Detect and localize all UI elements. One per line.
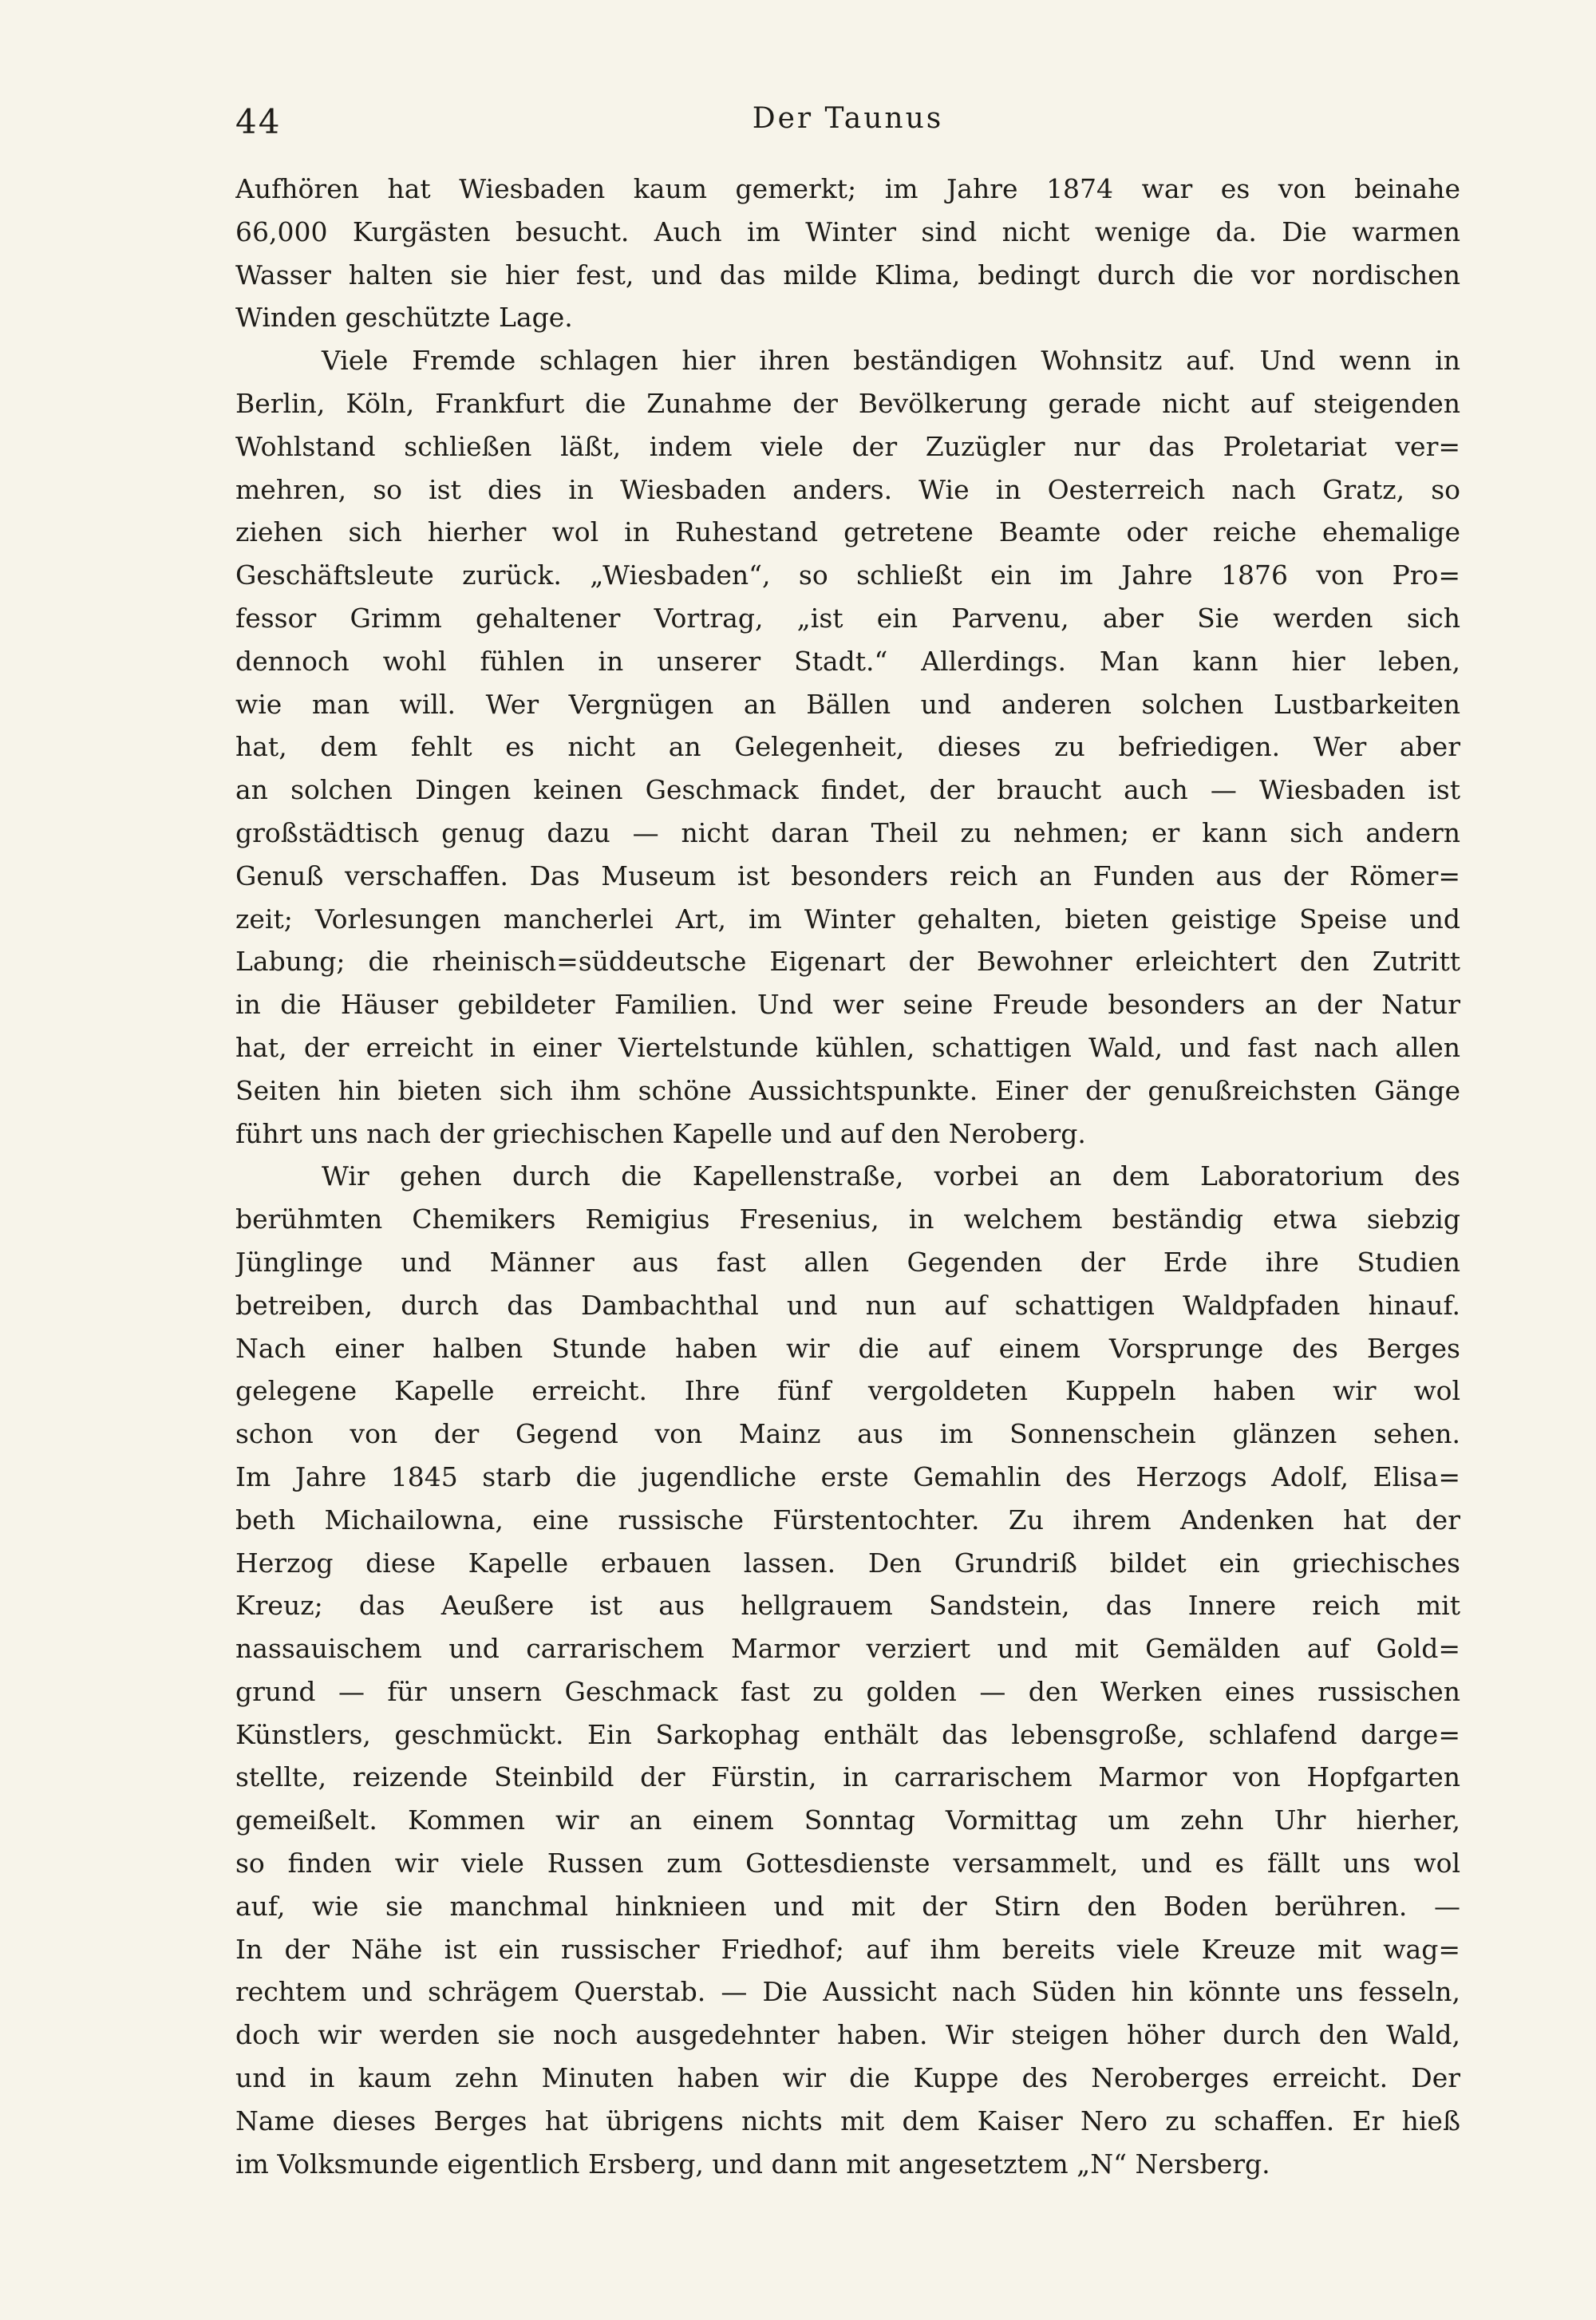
text-line: betreiben, durch das Dambachthal und nun auf schattigen Waldpfaden hinauf. [235, 1289, 1460, 1321]
body-text [235, 168, 1460, 2185]
text-line: grund — für unsern Geschmack fast zu golden — den Werken eines russischen [235, 1675, 1460, 1707]
text-line: mehren, so ist dies in Wiesbaden anders. Wie in Oesterreich nach Gratz, so [235, 473, 1460, 505]
text-line: zeit; Vorlesungen mancherlei Art, im Winter gehalten, bieten geistige Speise und [235, 903, 1460, 935]
text-line: Aufhören hat Wiesbaden kaum gemerkt; im Jahre 1874 war es von beinahe [235, 173, 1460, 204]
text-line: auf, wie sie manchmal hinknieen und mit der Stirn den Boden berühren. — [235, 1890, 1460, 1922]
text-line: Herzog diese Kapelle erbauen lassen. Den Grundriß bildet ein griechisches [235, 1547, 1460, 1579]
text-line: hat, der erreicht in einer Viertelstunde kühlen, schattigen Wald, und fast nach allen [235, 1031, 1460, 1063]
text-line: nassauischem und carrarischem Marmor verziert und mit Gemälden auf Gold= [235, 1633, 1460, 1665]
text-line: Genuß verschaffen. Das Museum ist besonders reich an Funden aus der Römer= [235, 860, 1460, 891]
text-line: an solchen Dingen keinen Geschmack findet, der braucht auch — Wiesbaden ist [235, 774, 1460, 806]
text-line: Labung; die rheinisch=süddeutsche Eigenart der Bewohner erleichtert den Zutritt [235, 946, 1460, 978]
text-line: doch wir werden sie noch ausgedehnter haben. Wir steigen höher durch den Wald, [235, 2019, 1460, 2051]
text-line: stellte, reizende Steinbild der Fürstin, in carrarischem Marmor von Hopfgarten [235, 1761, 1460, 1793]
text-line: schon von der Gegend von Mainz aus im Sonnenschein glänzen sehen. [235, 1418, 1460, 1450]
text-line: Berlin, Köln, Frankfurt die Zunahme der Bevölkerung gerade nicht auf steigenden [235, 387, 1460, 419]
page-number: 44 [235, 102, 282, 141]
page-header [235, 102, 1460, 150]
text-line: führt uns nach der griechischen Kapelle und auf den Neroberg. [235, 1117, 1086, 1149]
text-line: Nach einer halben Stunde haben wir die auf einem Vorsprunge des Berges [235, 1332, 1460, 1364]
text-line: rechtem und schrägem Querstab. — Die Aussicht nach Süden hin könnte uns fesseln, [235, 1976, 1460, 2008]
text-line: wie man will. Wer Vergnügen an Bällen und anderen solchen Lustbarkeiten [235, 688, 1460, 720]
text-line: Viele Fremde schlagen hier ihren beständigen Wohnsitz auf. Und wenn in [322, 345, 1460, 377]
text-line: Im Jahre 1845 starb die jugendliche erste Gemahlin des Herzogs Adolf, Elisa= [235, 1460, 1460, 1492]
text-line: Geschäftsleute zurück. „Wiesbaden“, so schließt ein im Jahre 1876 von Pro= [235, 559, 1460, 591]
text-line: gelegene Kapelle erreicht. Ihre fünf vergoldeten Kuppeln haben wir wol [235, 1375, 1460, 1407]
text-line: 66,000 Kurgästen besucht. Auch im Winter sind nicht wenige da. Die warmen [235, 215, 1460, 247]
text-line: Seiten hin bieten sich ihm schöne Aussichtspunkte. Einer der genußreichsten Gänge [235, 1074, 1460, 1106]
running-title: Der Taunus [752, 102, 944, 135]
text-line: fessor Grimm gehaltener Vortrag, „ist ein Parvenu, aber Sie werden sich [235, 602, 1460, 634]
text-line: so finden wir viele Russen zum Gottesdienste versammelt, und es fällt uns wol [235, 1848, 1460, 1879]
text-line: Jünglinge und Männer aus fast allen Gegenden der Erde ihre Studien [235, 1246, 1460, 1278]
text-line: und in kaum zehn Minuten haben wir die Kuppe des Neroberges erreicht. Der [235, 2062, 1460, 2094]
text-line: Wohlstand schließen läßt, indem viele der Zuzügler nur das Proletariat ver= [235, 430, 1460, 462]
text-line: großstädtisch genug dazu — nicht daran Theil zu nehmen; er kann sich andern [235, 816, 1460, 848]
text-line: beth Michailowna, eine russische Fürstentochter. Zu ihrem Andenken hat der [235, 1504, 1460, 1535]
text-line: dennoch wohl fühlen in unserer Stadt.“ Allerdings. Man kann hier leben, [235, 645, 1460, 677]
text-line: gemeißelt. Kommen wir an einem Sonntag Vormittag um zehn Uhr hierher, [235, 1804, 1460, 1836]
text-line: in die Häuser gebildeter Familien. Und wer seine Freude besonders an der Natur [235, 989, 1460, 1021]
text-line: berühmten Chemikers Remigius Fresenius, in welchem beständig etwa siebzig [235, 1203, 1460, 1235]
text-line: Kreuz; das Aeußere ist aus hellgrauem Sandstein, das Innere reich mit [235, 1590, 1460, 1622]
text-line: Wir gehen durch die Kapellenstraße, vorbei an dem Laboratorium des [322, 1160, 1460, 1192]
text-line: Künstlers, geschmückt. Ein Sarkophag enthält das lebensgroße, schlafend darge= [235, 1718, 1460, 1750]
text-line: hat, dem fehlt es nicht an Gelegenheit, dieses zu befriedigen. Wer aber [235, 731, 1460, 763]
text-line: ziehen sich hierher wol in Ruhestand getretene Beamte oder reiche ehemalige [235, 516, 1460, 548]
text-line: Winden geschützte Lage. [235, 302, 573, 334]
text-line: In der Nähe ist ein russischer Friedhof; auf ihm bereits viele Kreuze mit wag= [235, 1933, 1460, 1965]
text-line: Wasser halten sie hier fest, und das milde Klima, bedingt durch die vor nordischen [235, 259, 1460, 290]
text-line: Name dieses Berges hat übrigens nichts mit dem Kaiser Nero zu schaffen. Er hieß [235, 2105, 1460, 2136]
text-line: im Volksmunde eigentlich Ersberg, und dann mit angesetztem „N“ Nersberg. [235, 2148, 1270, 2180]
